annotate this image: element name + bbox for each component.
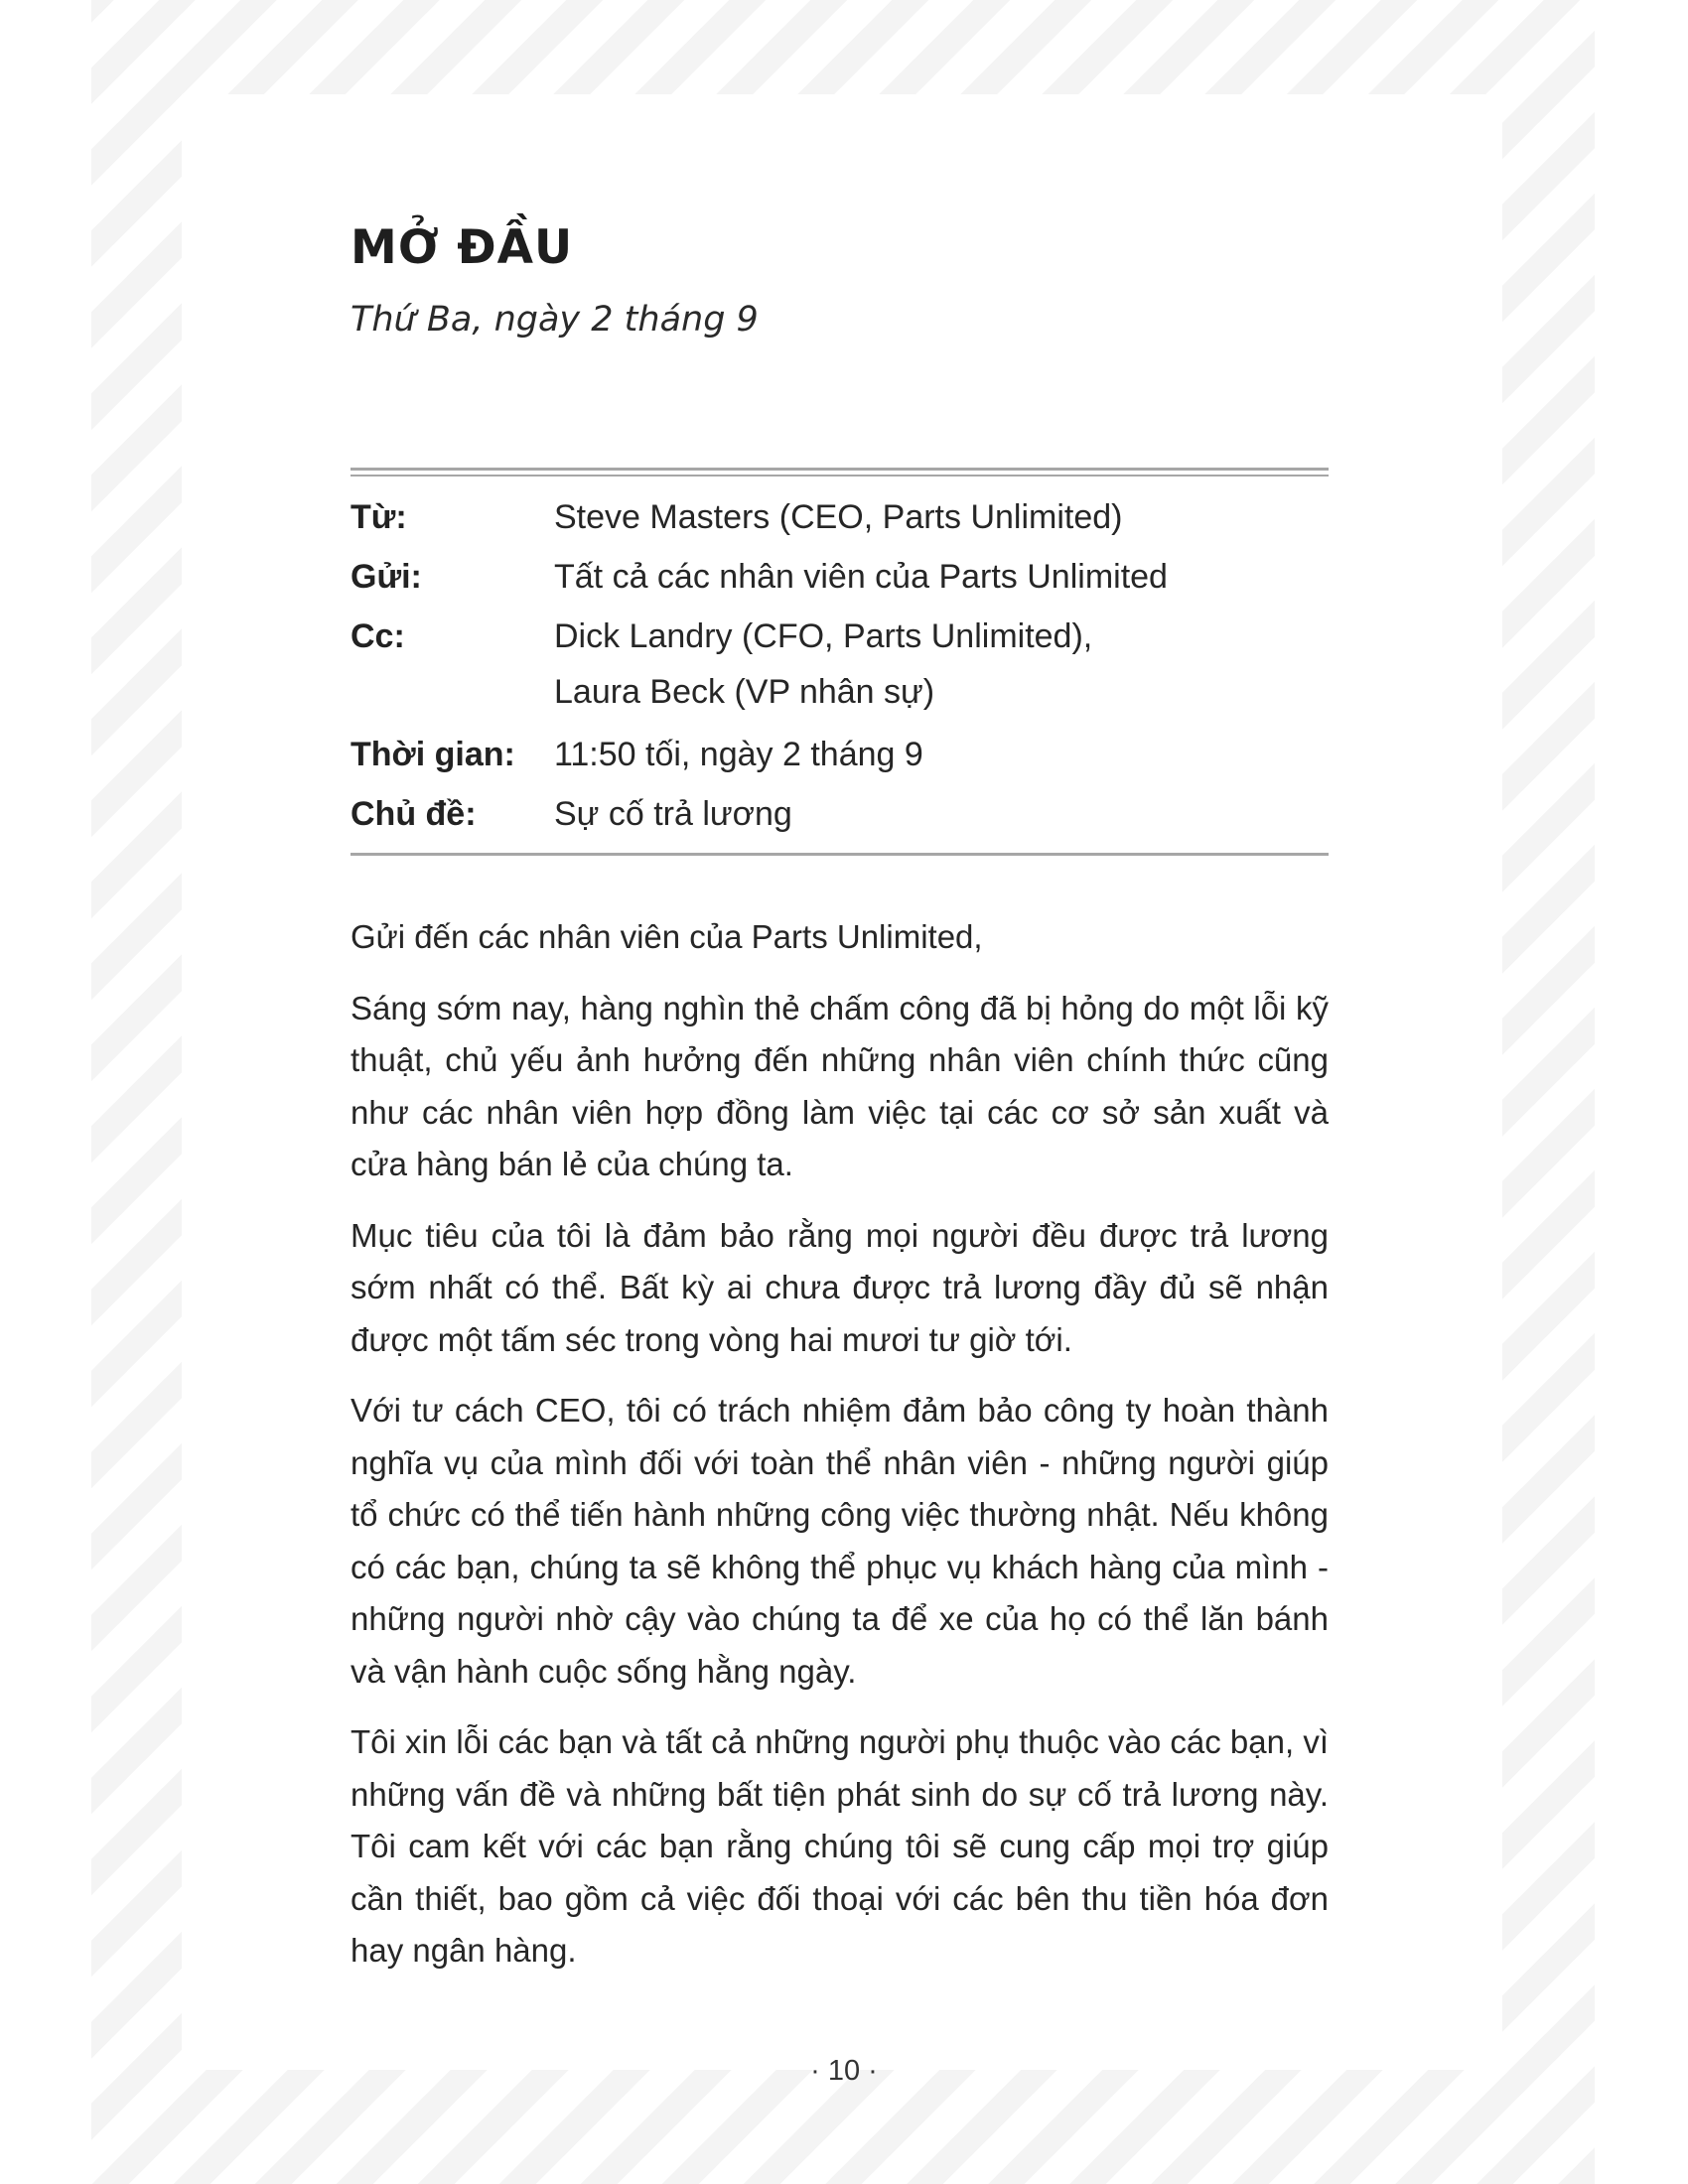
email-to-label: Gửi: [351,558,422,596]
email-subject-label: Chủ đề: [351,795,477,833]
email-cc-value-line1: Dick Landry (CFO, Parts Unlimited), [554,617,1093,655]
chapter-date: Thứ Ba, ngày 2 tháng 9 [351,300,759,340]
email-cc-label: Cc: [351,617,405,655]
email-header-top-rule [351,468,1329,471]
email-header-top-rule-second [351,475,1329,477]
email-time-row [351,727,1329,782]
letter-paragraph-1: Sáng sớm nay, hàng nghìn thẻ chấm công đã bị hỏng do một lỗi kỹ thuật, chủ yếu ảnh hưởng đến những nhân viên chính thức cũng như các nhân viên hợp đồng làm việc tại các cơ sở sản xuất và cửa hàng bán lẻ của chúng ta. [351,989,1329,1182]
email-from-row [351,489,1329,545]
email-to-row [351,549,1329,605]
email-time-value: 11:50 tối, ngày 2 tháng 9 [554,736,923,773]
letter-paragraph-2: Mục tiêu của tôi là đảm bảo rằng mọi người đều được trả lương sớm nhất có thể. Bất kỳ ai chưa được trả lương đầy đủ sẽ nhận được một tấm séc trong vòng hai mươi tư giờ tới. [351,1216,1329,1358]
email-from-label: Từ: [351,498,407,536]
email-time-label: Thời gian: [351,736,515,773]
email-subject-row [351,786,1329,842]
email-from-value: Steve Masters (CEO, Parts Unlimited) [554,498,1123,536]
email-header-bottom-rule [351,853,1329,856]
page-number: · 10 · [810,2055,878,2087]
letter-paragraph-3: Với tư cách CEO, tôi có trách nhiệm đảm bảo công ty hoàn thành nghĩa vụ của mình đối với toàn thể nhân viên - những người giúp tổ chức có thể tiến hành những công việc thường nhật. Nếu không có các bạn, chúng ta sẽ không thể phục vụ khách hàng của mình - những người nhờ cậy vào chúng ta để xe của họ có thể lăn bánh và vận hành cuộc sống hằng ngày. [351,1392,1329,1690]
letter-paragraph-4: Tôi xin lỗi các bạn và tất cả những người phụ thuộc vào các bạn, vì những vấn đề và những bất tiện phát sinh do sự cố trả lương này. Tôi cam kết với các bạn rằng chúng tôi sẽ cung cấp mọi trợ giúp cần thiết, bao gồm cả việc đối thoại với các bên thu tiền hóa đơn hay ngân hàng. [351,1723,1329,1969]
email-cc-value-line2: Laura Beck (VP nhân sự) [554,673,935,711]
email-to-value: Tất cả các nhân viên của Parts Unlimited [554,558,1168,596]
chapter-title: MỞ ĐẦU [351,220,574,275]
letter-greeting: Gửi đến các nhân viên của Parts Unlimited, [351,918,983,955]
email-subject-value: Sự cố trả lương [554,795,792,833]
letter-body [351,911,1329,1996]
email-cc-row [351,609,1329,720]
